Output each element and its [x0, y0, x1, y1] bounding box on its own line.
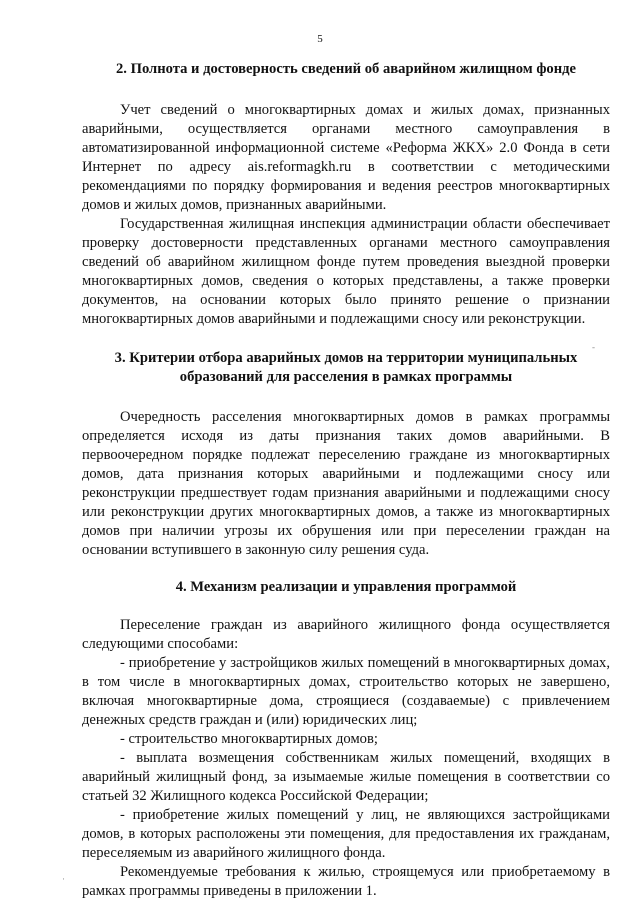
- section-4-closing: Рекомендуемые требования к жилью, строящемуся или приобретаемому в рамках программы приведены в приложении 1.: [82, 864, 610, 899]
- section-4-list-item-1: - приобретение у застройщиков жилых помещений в многоквартирных домах, в том числе в многоквартирных домах, строительство которых не завершено, включая многоквартирные дома, строящиеся (создаваемые) с привлечением денежных средств граждан и (или) юридических лиц;: [82, 655, 610, 728]
- section-2-paragraph-2: Государственная жилищная инспекция администрации области обеспечивает проверку достоверности представленных органами местного самоуправления сведений об аварийном жилищном фонде путем проведения выездной проверки многоквартирных домов, сведения о которых представлены, а также проверки документов, на основании которых было принято решение о признании многоквартирных домов аварийными и подлежащими сносу или реконструкции.: [82, 216, 610, 327]
- section-2-heading: 2. Полнота и достоверность сведений об аварийном жилищном фонде: [116, 61, 576, 77]
- section-3-heading: [82, 349, 610, 387]
- scan-speck: -: [592, 342, 595, 352]
- section-4-list-item-3: - выплата возмещения собственникам жилых помещений, входящих в аварийный жилищный фонд, за изымаемые жилые помещения в соответствии со статьей 32 Жилищного кодекса Российской Федерации;: [82, 750, 610, 804]
- scan-speck: ·: [62, 874, 65, 884]
- section-4-list-item-4: - приобретение жилых помещений у лиц, не являющихся застройщиками домов, в которых расположены эти помещения, для предоставления их гражданам, переселяемым из аварийного жилищного фонда.: [82, 807, 610, 861]
- section-3-paragraph-1: Очередность расселения многоквартирных домов в рамках программы определяется исходя из даты признания таких домов аварийными. В первоочередном порядке подлежат переселению граждане из многоквартирных домов, дата признания которых аварийными и подлежащими сносу или реконструкции предшествует годам признания аварийными и подлежащими сносу или реконструкции других многоквартирных домов, а также из многоквартирных домов при наличии угрозы их обрушения или при переселении граждан на основании вступившего в законную силу решения суда.: [82, 409, 610, 558]
- section-4-list-item-2: - строительство многоквартирных домов;: [120, 731, 378, 747]
- section-4-intro: Переселение граждан из аварийного жилищного фонда осуществляется следующими способами:: [82, 617, 610, 652]
- section-4-heading: 4. Механизм реализации и управления программой: [175, 579, 517, 595]
- page-content: [82, 60, 610, 901]
- page-number: 5: [317, 33, 323, 45]
- section-2-paragraph-1: Учет сведений о многоквартирных домах и жилых домах, признанных аварийными, осуществляется органами местного самоуправления в автоматизированной информационной системе «Реформа ЖКХ» 2.0 Фонда в сети Интернет по адресу ais.reformagkh.ru в соответствии с методическими рекомендациями по порядку формирования и ведения реестров многоквартирных домов и жилых домов, признанных аварийными.: [82, 102, 610, 213]
- section-3-heading-line-1: 3. Критерии отбора аварийных домов на территории муниципальных: [114, 350, 578, 366]
- section-3-heading-line-2: образований для расселения в рамках программы: [179, 369, 513, 385]
